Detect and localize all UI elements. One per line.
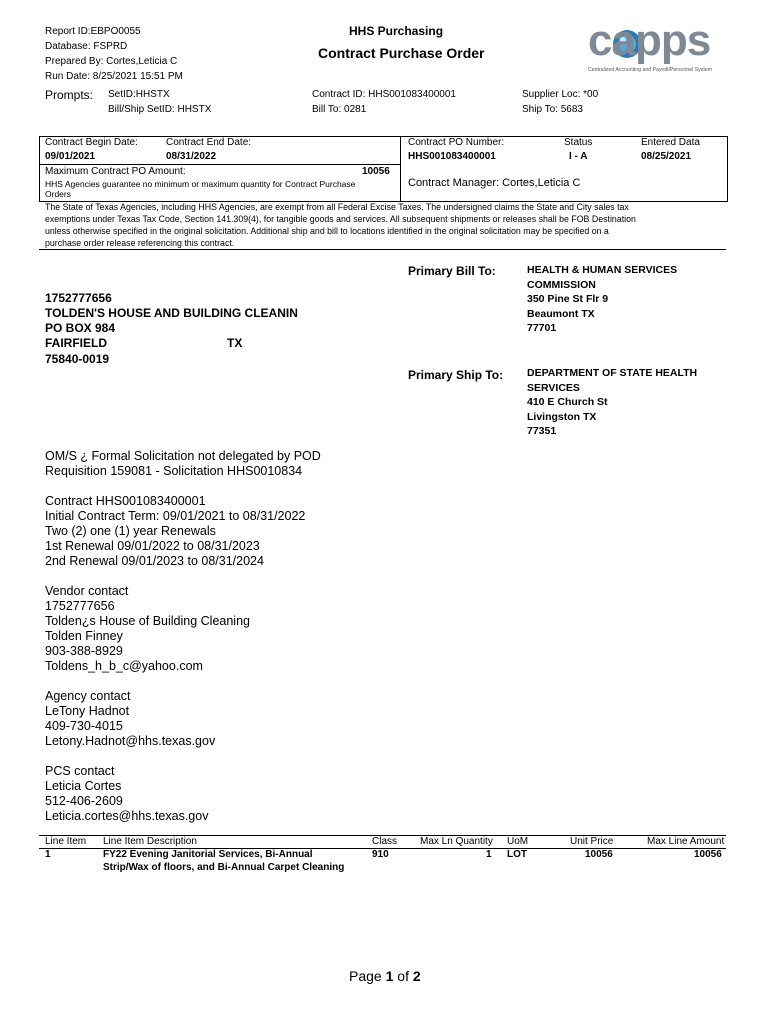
run-date: Run Date: 8/25/2021 15:51 PM [45,71,183,82]
note-line: LeTony Hadnot [45,704,130,718]
status-value: I - A [569,151,588,162]
end-date-value: 08/31/2022 [166,151,217,162]
bill-to-line: COMMISSION [527,278,596,291]
billship-setid: Bill/Ship SetID: HHSTX [108,104,212,115]
supplier-loc: Supplier Loc: *00 [522,89,599,100]
col-header-description: Line Item Description [103,836,197,847]
tax-statement-rule [39,249,726,250]
tax-statement-line: exemptions under Texas Tax Code, Section 141.309(4), for tangible goods and services. All subsequent shipments or releases shall be FOB Destination [45,214,636,224]
col-header-max-amount: Max Line Amount [647,836,725,847]
bill-to-label: Primary Bill To: [408,264,496,278]
pcs-contact [45,764,208,824]
tax-statement-line: purchase order release referencing this contract. [45,238,235,248]
vendor-contact [45,584,250,674]
col-header-unit-price: Unit Price [570,836,614,847]
tax-statement [45,201,636,249]
row-uom: LOT [507,849,527,860]
vendor-city: FAIRFIELD [45,336,107,350]
po-number-value: HHS001083400001 [408,151,496,162]
max-amount-label: Maximum Contract PO Amount: [45,166,186,177]
row-max-amount: 10056 [694,849,722,860]
capps-logo [588,16,718,78]
row-class: 910 [372,849,389,860]
agency-contact [45,689,215,749]
page-current: 1 [385,968,394,984]
tax-statement-line: The State of Texas Agencies, including HHS Agencies, are exempt from all Federal Excise Taxes. The undersigned claims the State and City sales tax [45,202,629,212]
ship-to-line: SERVICES [527,381,580,394]
col-header-uom: UoM [507,836,529,847]
note-line: 2nd Renewal 09/01/2023 to 08/31/2024 [45,554,264,568]
row-max-qty: 1 [486,849,492,860]
report-id: Report ID:EBPO0055 [45,26,141,37]
status-label: Status [564,137,593,148]
col-header-max-qty: Max Ln Quantity [420,836,493,847]
bill-to-line: Beaumont TX [527,307,595,320]
page-title: HHS Purchasing [349,24,444,38]
vendor-zip: 75840-0019 [45,352,110,366]
vendor-po-box: PO BOX 984 [45,321,116,335]
row-line-item: 1 [45,849,51,860]
note-line: Tolden Finney [45,629,123,643]
entered-date-label: Entered Data [641,137,700,148]
note-line: Tolden¿s House of Building Cleaning [45,614,250,628]
ship-to-line: 77351 [527,425,557,437]
logo-wordmark: capps [588,16,711,65]
note-line: OM/S ¿ Formal Solicitation not delegated by POD [45,449,321,463]
note-line: 903-388-8929 [45,644,123,658]
note-line: 409-730-4015 [45,719,123,733]
row-unit-price: 10056 [585,849,613,860]
row-description-line2: Strip/Wax of floors, and Bi-Annual Carpet Cleaning [103,862,345,873]
bill-to-line: 77701 [527,322,557,334]
contract-term-note [45,494,305,569]
vendor-state: TX [227,336,243,350]
vendor-id: 1752777656 [45,291,112,305]
guarantee-note-line1: HHS Agencies guarantee no minimum or maximum quantity for Contract Purchase [45,179,356,189]
note-line: Vendor contact [45,584,129,598]
col-header-class: Class [372,836,398,847]
ship-to-address [527,366,697,439]
bill-to-code: Bill To: 0281 [312,104,367,115]
begin-date-value: 09/01/2021 [45,151,96,162]
note-line: Contract HHS001083400001 [45,494,206,508]
note-line: Two (2) one (1) year Renewals [45,524,216,538]
po-number-label: Contract PO Number: [408,137,505,148]
note-line: Leticia.cortes@hhs.texas.gov [45,809,209,823]
database: Database: FSPRD [45,41,128,52]
note-line: Requisition 159081 - Solicitation HHS0010834 [45,464,303,478]
row-description-line1: FY22 Evening Janitorial Services, Bi-Annual [103,849,313,860]
ship-to-line: Livingston TX [527,410,597,423]
max-amount-value: 10056 [362,166,390,177]
page-number [349,968,421,984]
note-line: Toldens_h_b_c@yahoo.com [45,659,203,673]
solicitation-note [45,449,321,479]
bill-to-line: 350 Pine St Flr 9 [527,293,609,305]
end-date-label: Contract End Date: [166,137,252,148]
contract-id: Contract ID: HHS001083400001 [312,89,456,100]
ship-to-line: 410 E Church St [527,396,608,408]
page-prefix: Page [349,968,386,984]
page-total: 2 [412,968,421,984]
ship-to-line: DEPARTMENT OF STATE HEALTH [527,367,698,379]
entered-date-value: 08/25/2021 [641,151,692,162]
note-line: Letony.Hadnot@hhs.texas.gov [45,734,216,748]
begin-date-label: Contract Begin Date: [45,137,138,148]
guarantee-note-line2: Orders [45,189,71,199]
tax-statement-line: unless otherwise specified in the original solicitation. Additional ship and bill to locations identified in the original solicitation may be specified on a [45,226,609,236]
note-line: Leticia Cortes [45,779,122,793]
note-line: 512-406-2609 [45,794,123,808]
ship-to-code: Ship To: 5683 [522,104,583,115]
bill-to-line: HEALTH & HUMAN SERVICES [527,264,678,276]
note-line: PCS contact [45,764,115,778]
bill-to-address [527,263,677,336]
note-line: 1st Renewal 09/01/2022 to 08/31/2023 [45,539,260,553]
page-of: of [393,968,413,984]
prompts-label: Prompts: [45,88,94,102]
note-line: 1752777656 [45,599,115,613]
setid: SetID:HHSTX [108,89,170,100]
prepared-by: Prepared By: Cortes,Leticia C [45,56,178,67]
vendor-name: TOLDEN'S HOUSE AND BUILDING CLEANIN [45,306,298,320]
note-line: Agency contact [45,689,131,703]
note-line: Initial Contract Term: 09/01/2021 to 08/31/2022 [45,509,306,523]
page-subtitle: Contract Purchase Order [318,45,485,61]
contract-manager: Contract Manager: Cortes,Leticia C [408,177,581,189]
logo-tagline: Centralized Accounting and Payroll/Personnel System [588,67,712,73]
col-header-line-item: Line Item [45,836,87,847]
ship-to-label: Primary Ship To: [408,368,504,382]
contract-box-divider [400,136,401,201]
contract-box-hline [39,164,401,165]
